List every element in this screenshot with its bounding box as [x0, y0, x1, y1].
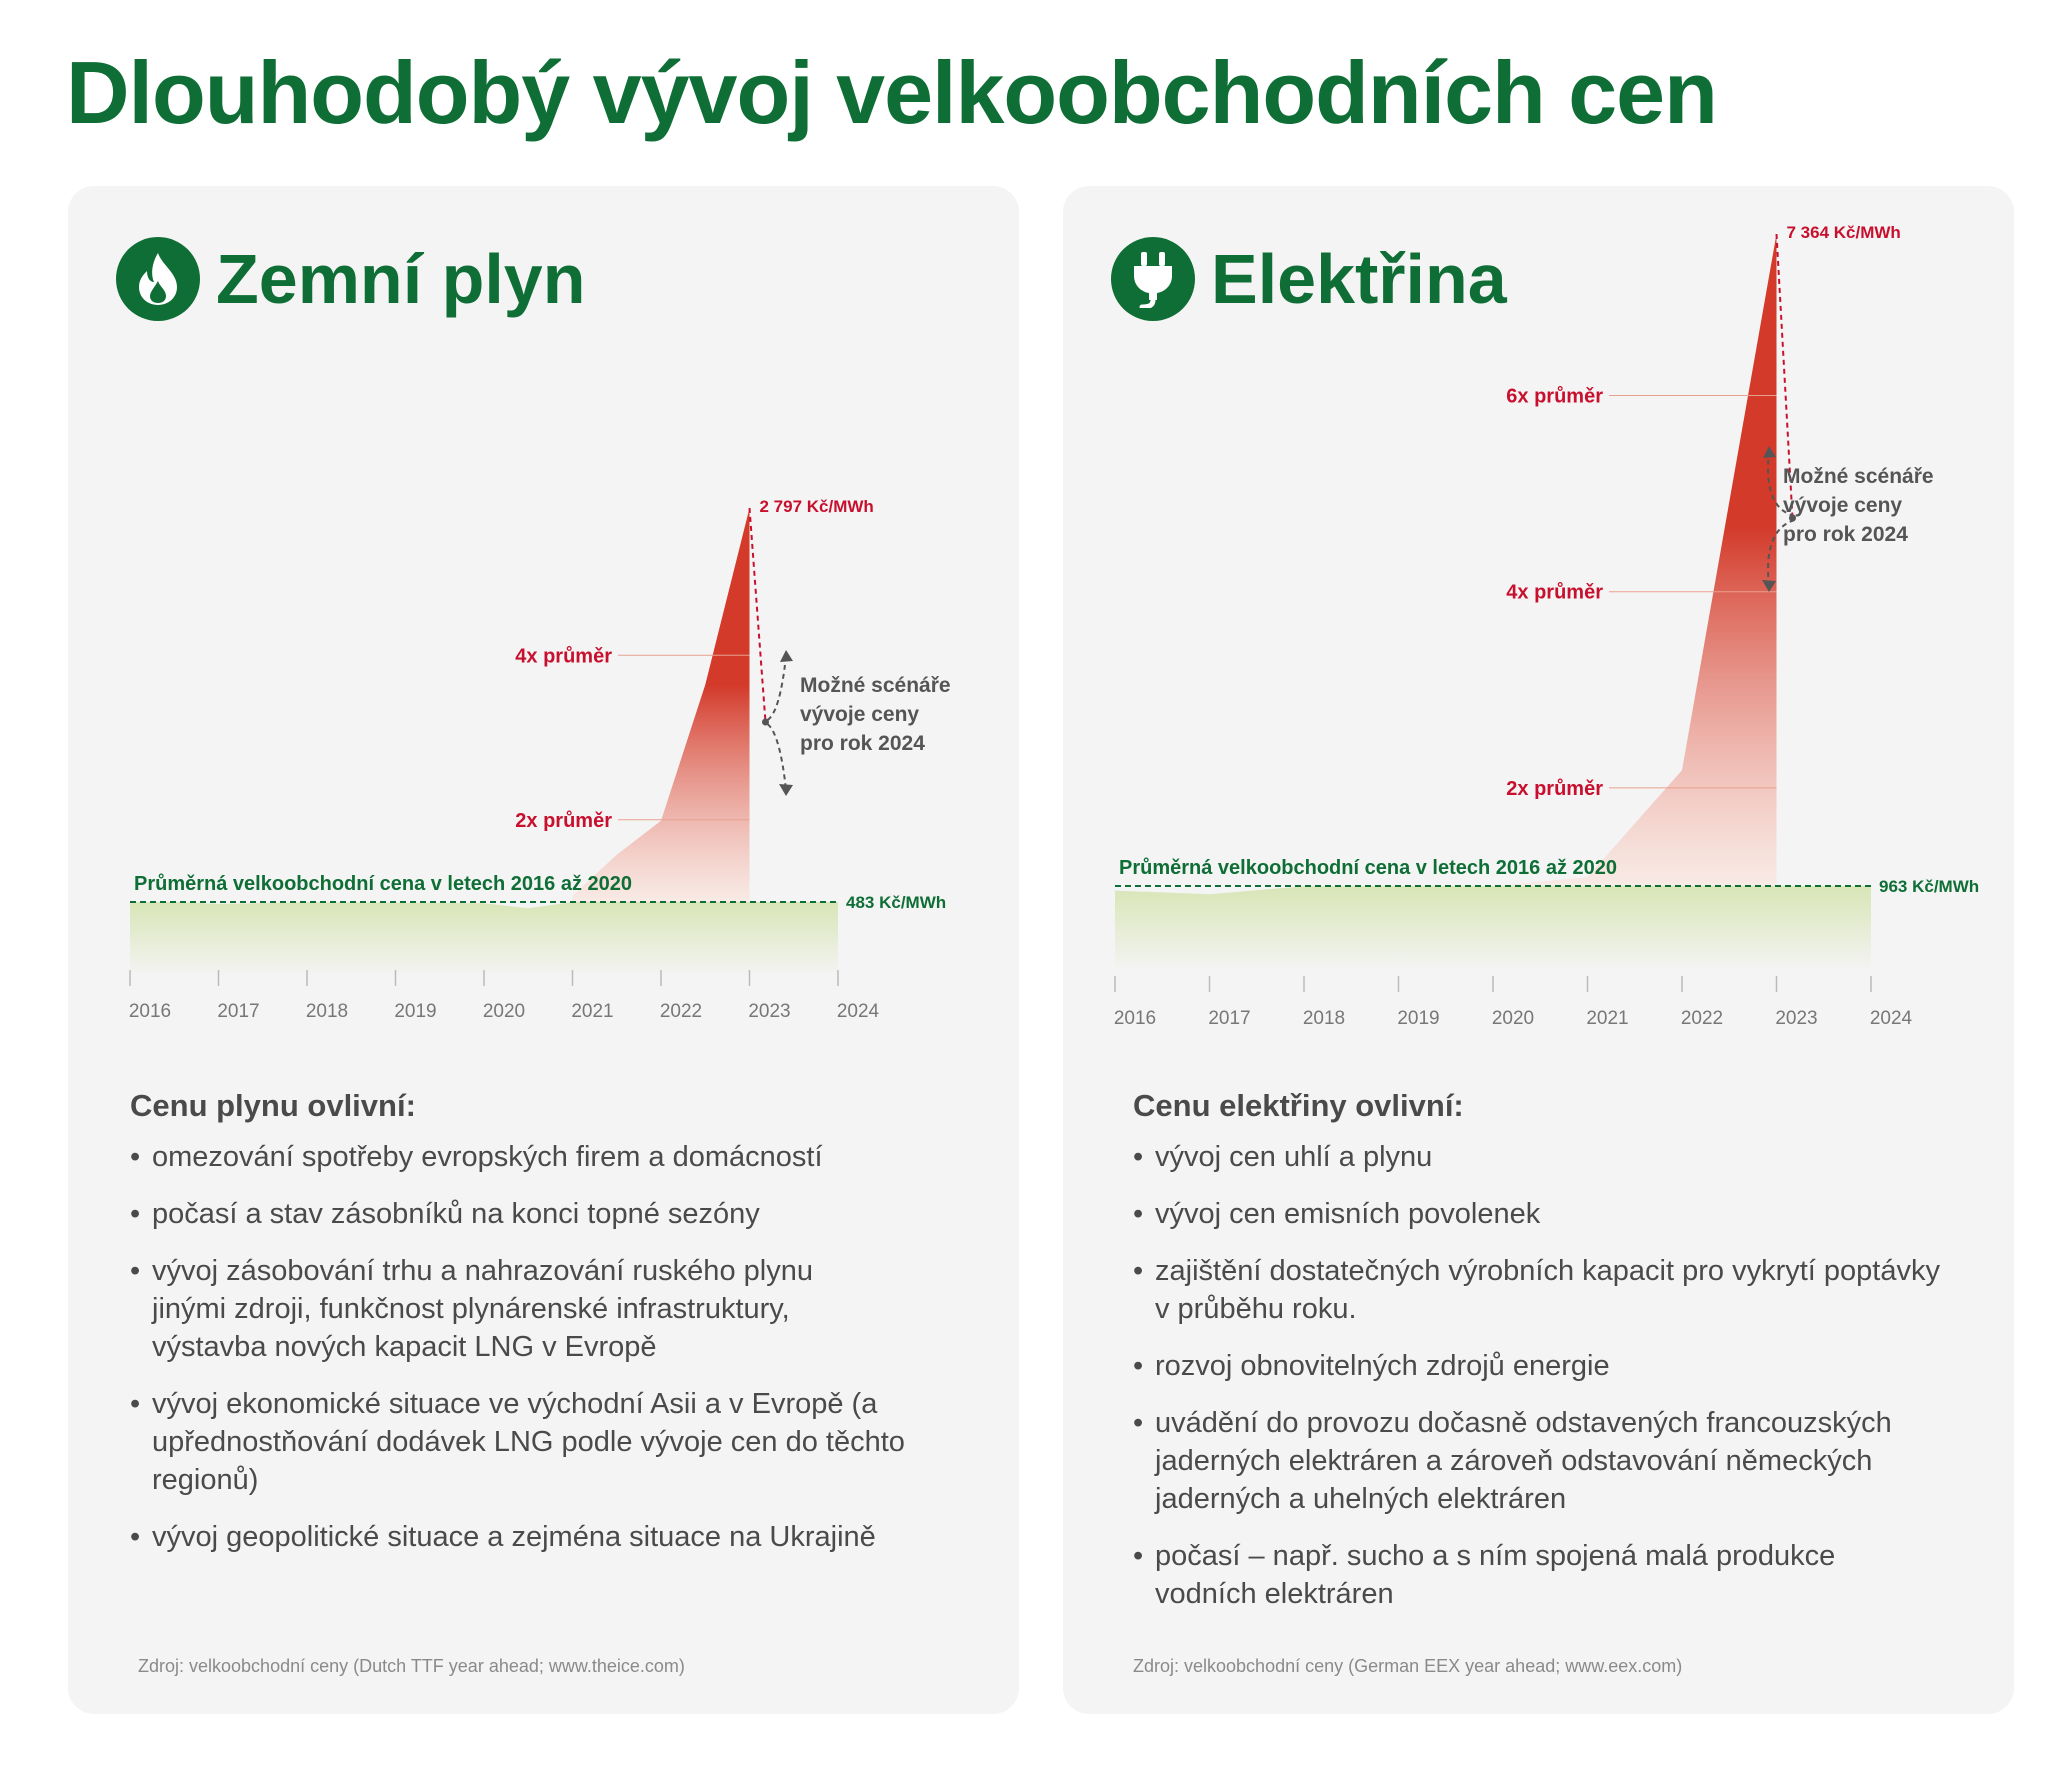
gas-x-tick-label: 2018	[305, 1001, 349, 1022]
electricity-factors-list	[1133, 1138, 1993, 1613]
gas-average-label: Průměrná velkoobchodní cena v letech 2016 až 2020	[134, 873, 633, 895]
electricity-x-tick-label: 2019	[1397, 1008, 1440, 1029]
page-title: Dlouhodobý vývoj velkoobchodních cen	[66, 43, 1717, 142]
electricity-source-note: Zdroj: velkoobchodní ceny (German EEX year ahead; www.eex.com)	[1133, 1656, 1683, 1676]
electricity-x-tick-label: 2022	[1680, 1008, 1724, 1029]
electricity-average-label: Průměrná velkoobchodní cena v letech 2016 až 2020	[1119, 857, 1618, 879]
electricity-x-tick-label: 2020	[1491, 1008, 1535, 1029]
electricity-factor-item: • vývoj cen uhlí a plynu	[1133, 1138, 1993, 1176]
gas-factors-list	[130, 1138, 990, 1556]
electricity-scenario-label: pro rok 2024	[1783, 523, 1908, 546]
gas-x-tick-label: 2017	[217, 1001, 260, 1022]
gas-x-tick-label: 2021	[571, 1001, 614, 1022]
gas-source-note: Zdroj: velkoobchodní ceny (Dutch TTF year ahead; www.theice.com)	[138, 1656, 685, 1676]
gas-scenario-down-arrow	[768, 724, 787, 790]
electricity-multiple-label: 2x průměr	[1506, 777, 1603, 800]
gas-peak-label: 2 797 Kč/MWh	[759, 497, 874, 516]
electricity-factor-item: • zajištění dostatečných výrobních kapacit pro vykrytí poptávky v průběhu roku.	[1133, 1252, 1955, 1328]
gas-peak-drop-line	[750, 508, 766, 722]
electricity-x-tick-label: 2023	[1775, 1008, 1818, 1029]
gas-x-tick-label: 2019	[394, 1001, 437, 1022]
gas-average-value-label: 483 Kč/MWh	[846, 893, 947, 912]
gas-factors-title: Cenu plynu ovlivní:	[130, 1088, 416, 1123]
gas-x-tick-label: 2023	[748, 1001, 791, 1022]
gas-panel-title: Zemní plyn	[216, 240, 586, 318]
gas-average-band-area	[130, 902, 838, 976]
electricity-factor-item: • rozvoj obnovitelných zdrojů energie	[1133, 1347, 1993, 1385]
electricity-x-tick-label: 2021	[1586, 1008, 1629, 1029]
electricity-factor-item: • počasí – např. sucho a s ním spojená malá produkce vodních elektráren	[1133, 1537, 1935, 1613]
gas-scenario-down-arrowhead	[779, 784, 793, 796]
electricity-factor-item: • uvádění do provozu dočasně odstavených francouzských jaderných elektráren a zároveň odstavování německých jaderných a uhelných elektráren	[1133, 1404, 1985, 1518]
electricity-x-tick-label: 2024	[1869, 1008, 1913, 1029]
electricity-multiple-label: 4x průměr	[1506, 581, 1603, 604]
gas-scenario-label: Možné scénáře	[800, 674, 951, 697]
gas-scenario-label: pro rok 2024	[800, 732, 925, 755]
electricity-factor-item: • vývoj cen emisních povolenek	[1133, 1195, 1993, 1233]
gas-price-spike-area	[573, 508, 750, 902]
electricity-peak-label: 7 364 Kč/MWh	[1786, 223, 1901, 242]
electricity-multiple-label: 6x průměr	[1506, 385, 1603, 408]
gas-x-tick-label: 2016	[128, 1001, 172, 1022]
gas-scenario-label: vývoje ceny	[800, 703, 920, 726]
electricity-x-tick-label: 2018	[1302, 1008, 1346, 1029]
electricity-x-tick-label: 2017	[1208, 1008, 1251, 1029]
gas-factors	[130, 1088, 990, 1575]
electricity-scenario-label: Možné scénáře	[1783, 465, 1934, 488]
gas-factor-item: • vývoj zásobování trhu a nahrazování ruského plynu jinými zdroji, funkčnost plynárenské infrastruktury, výstavba nových kapacit LNG v Evropě	[130, 1252, 872, 1366]
gas-x-tick-label: 2024	[836, 1001, 880, 1022]
gas-x-tick-label: 2020	[482, 1001, 526, 1022]
gas-x-tick-label: 2022	[659, 1001, 703, 1022]
gas-multiple-label: 2x průměr	[515, 809, 612, 832]
gas-multiple-label: 4x průměr	[515, 645, 612, 668]
electricity-factors	[1133, 1088, 1993, 1632]
gas-scenario-up-arrowhead	[780, 650, 793, 662]
electricity-x-tick-label: 2016	[1113, 1008, 1157, 1029]
gas-factor-item: • vývoj geopolitické situace a zejména situace na Ukrajině	[130, 1518, 990, 1556]
gas-factor-item: • počasí a stav zásobníků na konci topné sezóny	[130, 1195, 990, 1233]
electricity-scenario-label: vývoje ceny	[1783, 494, 1903, 517]
gas-scenario-up-arrow	[768, 656, 787, 720]
electricity-average-band-area	[1115, 886, 1871, 972]
gas-factor-item: • omezování spotřeby evropských firem a domácností	[130, 1138, 990, 1176]
gas-factor-item: • vývoj ekonomické situace ve východní Asii a v Evropě (a upřednostňování dodávek LNG podle vývoje cen do těchto regionů)	[130, 1385, 912, 1499]
gas-price-chart	[68, 186, 1019, 1086]
electricity-panel-title: Elektřina	[1211, 240, 1507, 318]
electricity-panel	[1063, 186, 2014, 1714]
electricity-average-value-label: 963 Kč/MWh	[1879, 877, 1980, 896]
gas-panel	[68, 186, 1019, 1714]
electricity-factors-title: Cenu elektřiny ovlivní:	[1133, 1088, 1464, 1123]
electricity-price-chart	[1063, 186, 2014, 1086]
